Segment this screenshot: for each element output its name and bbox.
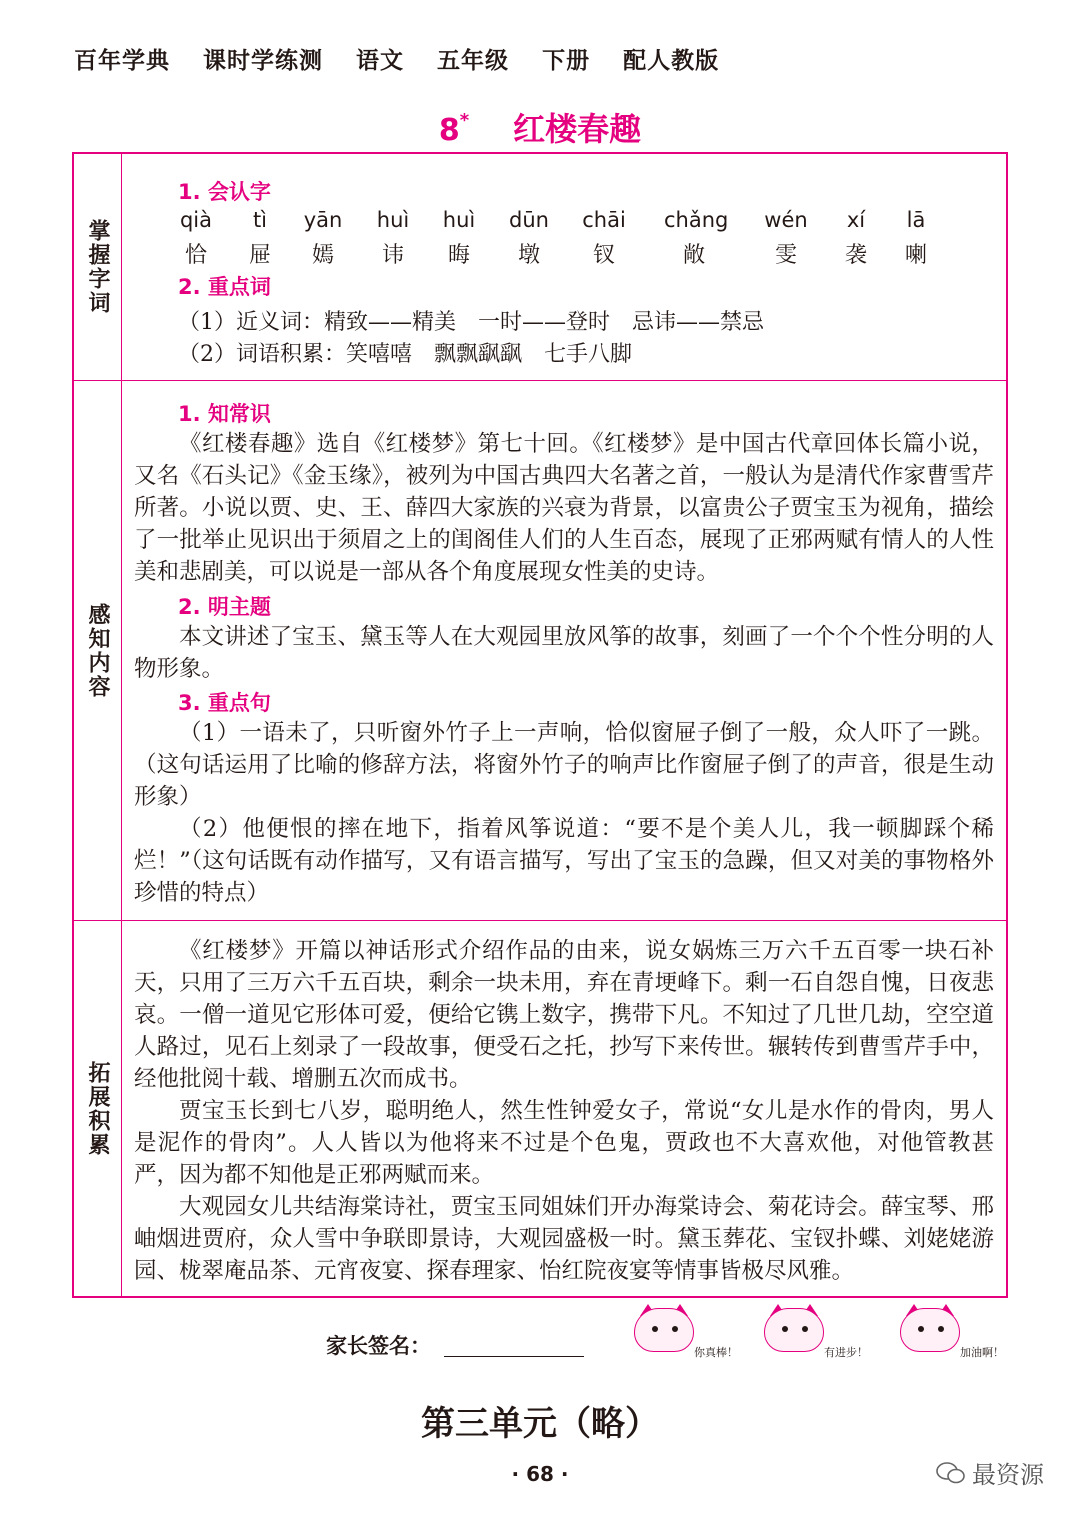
header-item: 百年学典 (74, 48, 170, 74)
section-heading: 3. 重点句 (178, 691, 271, 715)
pinyin: wén (764, 208, 808, 232)
header-item: 五年级 (437, 48, 510, 74)
sticker-cheer (896, 1304, 1006, 1364)
lesson-title (0, 104, 1080, 150)
pinyin: yān (303, 208, 343, 232)
watermark-text: 最资源 (972, 1461, 1044, 1489)
sticker-text: 有进步！ (824, 1346, 868, 1359)
paragraph: 《红楼梦》开篇以神话形式介绍作品的由来，说女娲炼三万六千五百零一块石补天，只用了三万六千五百块，剩余一块未用，弃在青埂峰下。剩一石自怨自愧，日夜悲哀。一僧一道见它形体可爱，便给它镌上数字，携带下凡。不知过了几世几劫，空空道人路过，见石上刻录了一段故事，便受石之托，抄写下来传世。辗转传到曹雪芹手中，经他批阅十载、增删五次而成书。 (134, 938, 994, 1092)
header-item: 语文 (356, 48, 405, 74)
cat-face-icon (764, 1308, 824, 1352)
key-sentence: （1）一语未了，只听窗外竹子上一声响，恰似窗屉子倒了一般，众人吓了一跳。（这句话运用了比喻的修辞方法，将窗外竹子的响声比作窗屉子倒了的声音，很是生动形象） (134, 720, 994, 810)
pinyin: dūn (509, 208, 549, 232)
header-item: 配人教版 (623, 48, 720, 74)
section-heading: 1. 会认字 (178, 180, 271, 204)
sticker-good (630, 1304, 740, 1364)
cat-face-icon (634, 1308, 694, 1352)
character: 袭 (844, 243, 867, 268)
synonyms-line: （1）近义词：精致——精美 一时——登时 忌讳——禁忌 (178, 310, 764, 335)
pinyin: qià (179, 208, 213, 232)
pinyin: chǎng (664, 208, 729, 232)
character: 钗 (592, 243, 615, 268)
character: 喇 (904, 243, 927, 268)
character: 敞 (682, 243, 705, 268)
pinyin: chāi (582, 208, 626, 232)
sticker-text: 加油啊！ (960, 1346, 1004, 1359)
character: 墩 (517, 243, 540, 268)
character: 讳 (381, 243, 404, 268)
pinyin: tì (252, 208, 268, 232)
vocab-line: （2）词语积累：笑嘻嘻 飘飘飖飖 七手八脚 (178, 342, 632, 367)
book-header (74, 42, 743, 75)
lesson-name: 红楼春趣 (513, 110, 642, 148)
character: 恰 (184, 243, 207, 268)
character: 晦 (447, 243, 470, 268)
section-label: 掌握字词 (74, 154, 122, 380)
parent-signature-field[interactable] (444, 1356, 584, 1357)
pinyin: lā (906, 208, 926, 232)
parent-signature-label: 家长签名： (326, 1334, 431, 1358)
paragraph: 大观园女儿共结海棠诗社，贾宝玉同姐妹们开办海棠诗会、菊花诗会。薛宝琴、邢岫烟进贾府，众人雪中争联即景诗，大观园盛极一时。黛玉葬花、宝钗扑蝶、刘姥姥游园、栊翠庵品茶、元宵夜宴、探春理家、怡红院夜宴等情事皆极尽风雅。 (134, 1194, 994, 1284)
paragraph: 《红楼春趣》选自《红楼梦》第七十回。《红楼梦》是中国古代章回体长篇小说，又名《石头记》《金玉缘》，被列为中国古典四大名著之首，一般认为是清代作家曹雪芹所著。小说以贾、史、王、薛四大家族的兴衰为背景，以富贵公子贾宝玉为视角，描绘了一批举止见识出于须眉之上的闺阁佳人们的人生百态，展现了正邪两赋有情人的人性美和悲剧美，可以说是一部从各个角度展现女性美的史诗。 (134, 431, 994, 585)
page-number: · 68 · (511, 1462, 569, 1486)
paragraph: 本文讲述了宝玉、黛玉等人在大观园里放风筝的故事，刻画了一个个个性分明的人物形象。 (134, 624, 994, 682)
lesson-table (72, 152, 1008, 1298)
section-extension (74, 921, 1006, 1296)
character: 屉 (248, 243, 271, 268)
character: 雯 (774, 243, 797, 268)
section-heading: 2. 明主题 (178, 595, 271, 619)
header-item: 下册 (542, 48, 591, 74)
cat-face-icon (900, 1308, 960, 1352)
section-words (74, 154, 1006, 381)
lesson-number: 8 (438, 113, 460, 148)
sticker-text: 你真棒！ (694, 1346, 738, 1359)
key-sentence: （2）他便恨的摔在地下，指着风筝说道：“要不是个美人儿，我一顿脚踩个稀烂！”（这句话既有动作描写，又有语言描写，写出了宝玉的急躁，但又对美的事物格外珍惜的特点） (134, 816, 994, 906)
wechat-icon (936, 1461, 966, 1485)
section-label: 感知内容 (74, 381, 122, 920)
section-content (74, 381, 1006, 921)
sticker-progress (760, 1304, 870, 1364)
character: 嫣 (311, 243, 334, 268)
pinyin: huì (376, 208, 410, 232)
optional-mark: * (459, 110, 470, 131)
section-heading: 1. 知常识 (178, 402, 271, 426)
paragraph: 贾宝玉长到七八岁，聪明绝人，然生性钟爱女子，常说“女儿是水作的骨肉，男人是泥作的骨肉”。人人皆以为他将来不过是个色鬼，贾政也不大喜欢他，对他管教甚严，因为都不知他是正邪两赋而来。 (134, 1098, 994, 1188)
header-item: 课时学练测 (203, 48, 324, 74)
watermark (936, 1455, 1044, 1490)
section-heading: 2. 重点词 (178, 275, 271, 299)
pinyin: huì (442, 208, 476, 232)
pinyin: xí (846, 208, 866, 232)
section-label: 拓展积累 (74, 921, 122, 1296)
unit-title: 第三单元（略） (421, 1404, 659, 1444)
